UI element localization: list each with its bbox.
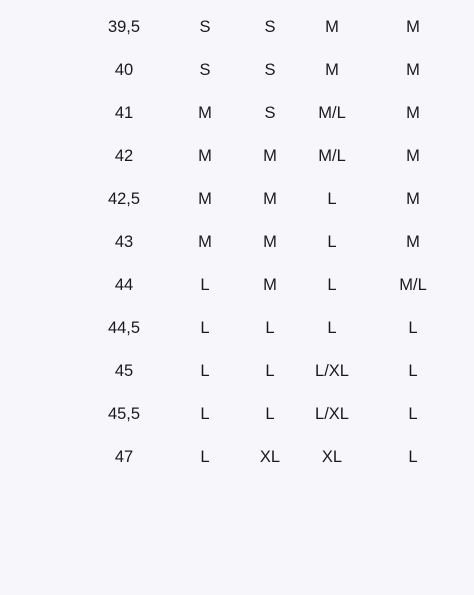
table-cell: S <box>199 18 211 36</box>
table-cell: L <box>200 405 210 423</box>
table-row <box>0 393 474 436</box>
table-cell: S <box>199 61 211 79</box>
table-cell: M <box>198 147 212 165</box>
table-cell: L <box>200 276 210 294</box>
table-row <box>0 178 474 221</box>
table-row <box>0 135 474 178</box>
table-cell: L <box>408 405 418 423</box>
table-cell: 41 <box>114 104 134 122</box>
table-cell: L <box>327 190 337 208</box>
table-cell: L/XL <box>315 362 349 380</box>
table-cell: L <box>265 405 275 423</box>
table-cell: 45,5 <box>107 405 141 423</box>
table-cell: M <box>263 233 277 251</box>
table-row <box>0 436 474 479</box>
table-cell: M/L <box>318 104 346 122</box>
table-cell: 39,5 <box>107 18 141 36</box>
table-cell: S <box>264 61 276 79</box>
table-cell: L <box>327 319 337 337</box>
table-cell: M <box>263 147 277 165</box>
table-cell: M <box>325 61 339 79</box>
table-cell: S <box>264 104 276 122</box>
table-cell: M <box>406 190 420 208</box>
table-cell: L <box>200 362 210 380</box>
table-cell: 44,5 <box>107 319 141 337</box>
table-cell: 43 <box>114 233 134 251</box>
table-row <box>0 6 474 49</box>
table-cell: 45 <box>114 362 134 380</box>
table-cell: M <box>406 18 420 36</box>
table-cell: L/XL <box>315 405 349 423</box>
table-cell: M <box>406 61 420 79</box>
table-row <box>0 264 474 307</box>
table-cell: L <box>265 362 275 380</box>
table-cell: M <box>198 190 212 208</box>
table-cell: L <box>408 448 418 466</box>
table-cell: 44 <box>114 276 134 294</box>
table-cell: L <box>327 276 337 294</box>
table-cell: XL <box>321 448 343 466</box>
table-cell: L <box>200 448 210 466</box>
table-cell: M <box>406 147 420 165</box>
table-cell: M/L <box>399 276 427 294</box>
table-row <box>0 221 474 264</box>
table-cell: L <box>265 319 275 337</box>
table-row <box>0 307 474 350</box>
table-cell: M <box>198 233 212 251</box>
table-cell: M <box>263 190 277 208</box>
table-cell: 42,5 <box>107 190 141 208</box>
table-row <box>0 350 474 393</box>
table-cell: M <box>198 104 212 122</box>
table-cell: 42 <box>114 147 134 165</box>
table-cell: M <box>406 104 420 122</box>
table-cell: L <box>327 233 337 251</box>
table-cell: L <box>200 319 210 337</box>
table-cell: M/L <box>318 147 346 165</box>
table-cell: XL <box>259 448 281 466</box>
table-row <box>0 49 474 92</box>
table-cell: 40 <box>114 61 134 79</box>
table-cell: L <box>408 319 418 337</box>
table-cell: M <box>325 18 339 36</box>
table-cell: M <box>406 233 420 251</box>
table-cell: 47 <box>114 448 134 466</box>
table-cell: L <box>408 362 418 380</box>
table-cell: S <box>264 18 276 36</box>
table-row <box>0 92 474 135</box>
table-cell: M <box>263 276 277 294</box>
